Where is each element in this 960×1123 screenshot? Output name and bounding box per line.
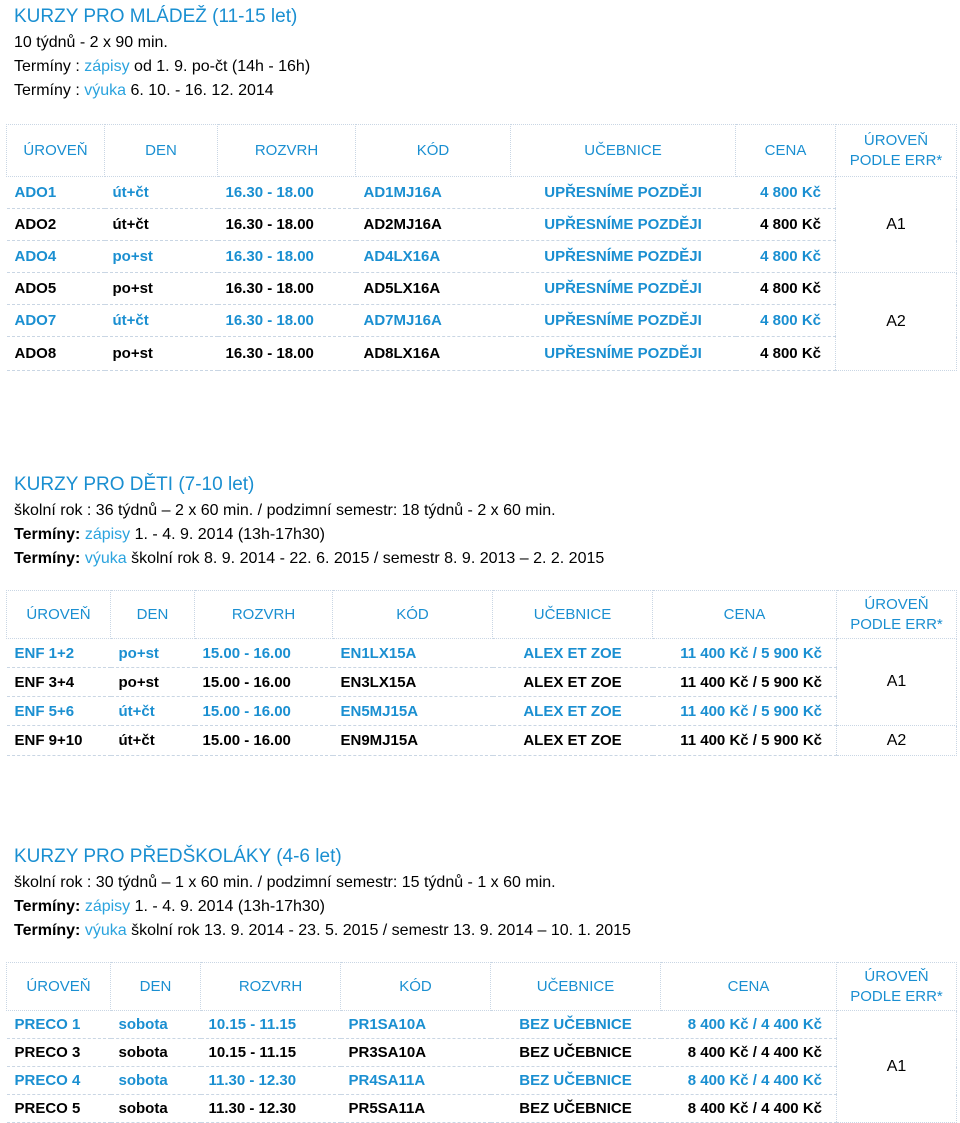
cell-level: ENF 5+6 <box>7 697 111 726</box>
cell-time: 15.00 - 16.00 <box>195 639 333 668</box>
cell-code: AD5LX16A <box>356 273 511 305</box>
cell-day: sobota <box>111 1039 201 1067</box>
cell-level: ENF 9+10 <box>7 726 111 756</box>
header-level-err: ÚROVEŇ PODLE ERR* <box>836 125 957 177</box>
cell-time: 11.30 - 12.30 <box>201 1095 341 1123</box>
youth-teaching: Termíny : výuka 6. 10. - 16. 12. 2014 <box>14 82 274 99</box>
children-table <box>6 590 957 756</box>
cell-err-level: A1 <box>836 177 957 273</box>
cell-price: 4 800 Kč <box>736 177 836 209</box>
cell-code: EN1LX15A <box>333 639 493 668</box>
cell-time: 15.00 - 16.00 <box>195 697 333 726</box>
table-row <box>7 305 957 337</box>
cell-code: AD7MJ16A <box>356 305 511 337</box>
header-level: ÚROVEŇ <box>7 125 105 177</box>
cell-price: 4 800 Kč <box>736 209 836 241</box>
cell-price: 11 400 Kč / 5 900 Kč <box>653 639 837 668</box>
children-duration: školní rok : 36 týdnů – 2 x 60 min. / podzimní semestr: 18 týdnů - 2 x 60 min. <box>14 502 556 519</box>
table-row <box>7 1095 957 1123</box>
cell-book: BEZ UČEBNICE <box>491 1011 661 1039</box>
table-row <box>7 337 957 371</box>
cell-price: 11 400 Kč / 5 900 Kč <box>653 697 837 726</box>
cell-book: UPŘESNÍME POZDĚJI <box>511 241 736 273</box>
table-row <box>7 697 957 726</box>
header-book: UČEBNICE <box>491 963 661 1011</box>
preschool-duration: školní rok : 30 týdnů – 1 x 60 min. / podzimní semestr: 15 týdnů - 1 x 60 min. <box>14 874 556 891</box>
cell-day: po+st <box>105 273 218 305</box>
cell-price: 4 800 Kč <box>736 273 836 305</box>
header-schedule: ROZVRH <box>195 591 333 639</box>
cell-level: ENF 1+2 <box>7 639 111 668</box>
cell-code: AD4LX16A <box>356 241 511 273</box>
cell-price: 4 800 Kč <box>736 241 836 273</box>
table-row <box>7 273 957 305</box>
header-level-err: ÚROVEŇ PODLE ERR* <box>837 963 957 1011</box>
cell-day: po+st <box>111 668 195 697</box>
cell-day: út+čt <box>111 726 195 756</box>
cell-day: sobota <box>111 1095 201 1123</box>
cell-day: po+st <box>105 241 218 273</box>
cell-time: 16.30 - 18.00 <box>218 209 356 241</box>
cell-book: UPŘESNÍME POZDĚJI <box>511 177 736 209</box>
cell-day: út+čt <box>105 209 218 241</box>
cell-level: PRECO 5 <box>7 1095 111 1123</box>
cell-book: ALEX ET ZOE <box>493 726 653 756</box>
header-schedule: ROZVRH <box>201 963 341 1011</box>
cell-time: 15.00 - 16.00 <box>195 668 333 697</box>
cell-level: ADO4 <box>7 241 105 273</box>
cell-price: 8 400 Kč / 4 400 Kč <box>661 1067 837 1095</box>
cell-day: út+čt <box>105 305 218 337</box>
header-code: KÓD <box>341 963 491 1011</box>
cell-level: PRECO 3 <box>7 1039 111 1067</box>
header-code: KÓD <box>356 125 511 177</box>
preschool-table <box>6 962 957 1123</box>
cell-time: 16.30 - 18.00 <box>218 337 356 371</box>
cell-time: 16.30 - 18.00 <box>218 241 356 273</box>
cell-book: BEZ UČEBNICE <box>491 1095 661 1123</box>
preschool-enrollment: Termíny: zápisy 1. - 4. 9. 2014 (13h-17h30) <box>14 898 325 915</box>
cell-book: BEZ UČEBNICE <box>491 1039 661 1067</box>
cell-code: EN5MJ15A <box>333 697 493 726</box>
children-enrollment: Termíny: zápisy 1. - 4. 9. 2014 (13h-17h30) <box>14 526 325 543</box>
cell-level: ADO2 <box>7 209 105 241</box>
header-schedule: ROZVRH <box>218 125 356 177</box>
header-code: KÓD <box>333 591 493 639</box>
cell-time: 16.30 - 18.00 <box>218 305 356 337</box>
cell-day: út+čt <box>105 177 218 209</box>
cell-book: ALEX ET ZOE <box>493 697 653 726</box>
table-row <box>7 668 957 697</box>
youth-duration: 10 týdnů - 2 x 90 min. <box>14 34 168 51</box>
cell-level: ADO1 <box>7 177 105 209</box>
table-row <box>7 726 957 756</box>
table-row <box>7 1039 957 1067</box>
cell-price: 4 800 Kč <box>736 305 836 337</box>
cell-day: sobota <box>111 1067 201 1095</box>
children-title: KURZY PRO DĚTI (7-10 let) <box>14 474 255 495</box>
youth-title: KURZY PRO MLÁDEŽ (11-15 let) <box>14 6 298 27</box>
table-row <box>7 177 957 209</box>
cell-code: AD2MJ16A <box>356 209 511 241</box>
header-day: DEN <box>111 963 201 1011</box>
cell-level: ADO8 <box>7 337 105 371</box>
header-price: CENA <box>736 125 836 177</box>
cell-time: 16.30 - 18.00 <box>218 273 356 305</box>
preschool-title: KURZY PRO PŘEDŠKOLÁKY (4-6 let) <box>14 846 342 867</box>
cell-level: ENF 3+4 <box>7 668 111 697</box>
preschool-teaching: Termíny: výuka školní rok 13. 9. 2014 - 23. 5. 2015 / semestr 13. 9. 2014 – 10. 1. 2015 <box>14 922 631 939</box>
cell-book: ALEX ET ZOE <box>493 668 653 697</box>
cell-time: 16.30 - 18.00 <box>218 177 356 209</box>
cell-book: BEZ UČEBNICE <box>491 1067 661 1095</box>
cell-level: ADO5 <box>7 273 105 305</box>
table-row <box>7 639 957 668</box>
header-level: ÚROVEŇ <box>7 963 111 1011</box>
cell-time: 10.15 - 11.15 <box>201 1039 341 1067</box>
header-day: DEN <box>105 125 218 177</box>
cell-code: PR4SA11A <box>341 1067 491 1095</box>
cell-err-level: A2 <box>836 273 957 371</box>
cell-book: UPŘESNÍME POZDĚJI <box>511 305 736 337</box>
header-level-err: ÚROVEŇ PODLE ERR* <box>837 591 957 639</box>
cell-code: PR1SA10A <box>341 1011 491 1039</box>
cell-level: PRECO 1 <box>7 1011 111 1039</box>
cell-book: UPŘESNÍME POZDĚJI <box>511 337 736 371</box>
cell-code: PR5SA11A <box>341 1095 491 1123</box>
cell-code: EN9MJ15A <box>333 726 493 756</box>
cell-book: UPŘESNÍME POZDĚJI <box>511 209 736 241</box>
cell-day: sobota <box>111 1011 201 1039</box>
cell-day: po+st <box>105 337 218 371</box>
cell-price: 11 400 Kč / 5 900 Kč <box>653 668 837 697</box>
cell-code: AD8LX16A <box>356 337 511 371</box>
table-header <box>7 591 957 639</box>
cell-err-level: A1 <box>837 1011 957 1123</box>
cell-book: ALEX ET ZOE <box>493 639 653 668</box>
cell-price: 8 400 Kč / 4 400 Kč <box>661 1011 837 1039</box>
header-level: ÚROVEŇ <box>7 591 111 639</box>
table-row <box>7 209 957 241</box>
table-row <box>7 1011 957 1039</box>
table-header <box>7 125 957 177</box>
cell-day: út+čt <box>111 697 195 726</box>
cell-level: PRECO 4 <box>7 1067 111 1095</box>
cell-err-level: A1 <box>837 639 957 726</box>
cell-time: 11.30 - 12.30 <box>201 1067 341 1095</box>
header-book: UČEBNICE <box>493 591 653 639</box>
cell-price: 8 400 Kč / 4 400 Kč <box>661 1039 837 1067</box>
youth-table <box>6 124 957 371</box>
cell-price: 8 400 Kč / 4 400 Kč <box>661 1095 837 1123</box>
cell-day: po+st <box>111 639 195 668</box>
header-price: CENA <box>661 963 837 1011</box>
table-header <box>7 963 957 1011</box>
cell-price: 11 400 Kč / 5 900 Kč <box>653 726 837 756</box>
table-row <box>7 241 957 273</box>
header-day: DEN <box>111 591 195 639</box>
table-row <box>7 1067 957 1095</box>
youth-enrollment: Termíny : zápisy od 1. 9. po-čt (14h - 16h) <box>14 58 311 75</box>
cell-code: AD1MJ16A <box>356 177 511 209</box>
cell-err-level: A2 <box>837 726 957 756</box>
cell-book: UPŘESNÍME POZDĚJI <box>511 273 736 305</box>
cell-time: 15.00 - 16.00 <box>195 726 333 756</box>
children-teaching: Termíny: výuka školní rok 8. 9. 2014 - 22. 6. 2015 / semestr 8. 9. 2013 – 2. 2. 2015 <box>14 550 605 567</box>
header-price: CENA <box>653 591 837 639</box>
cell-level: ADO7 <box>7 305 105 337</box>
cell-price: 4 800 Kč <box>736 337 836 371</box>
cell-code: EN3LX15A <box>333 668 493 697</box>
cell-time: 10.15 - 11.15 <box>201 1011 341 1039</box>
header-book: UČEBNICE <box>511 125 736 177</box>
cell-code: PR3SA10A <box>341 1039 491 1067</box>
